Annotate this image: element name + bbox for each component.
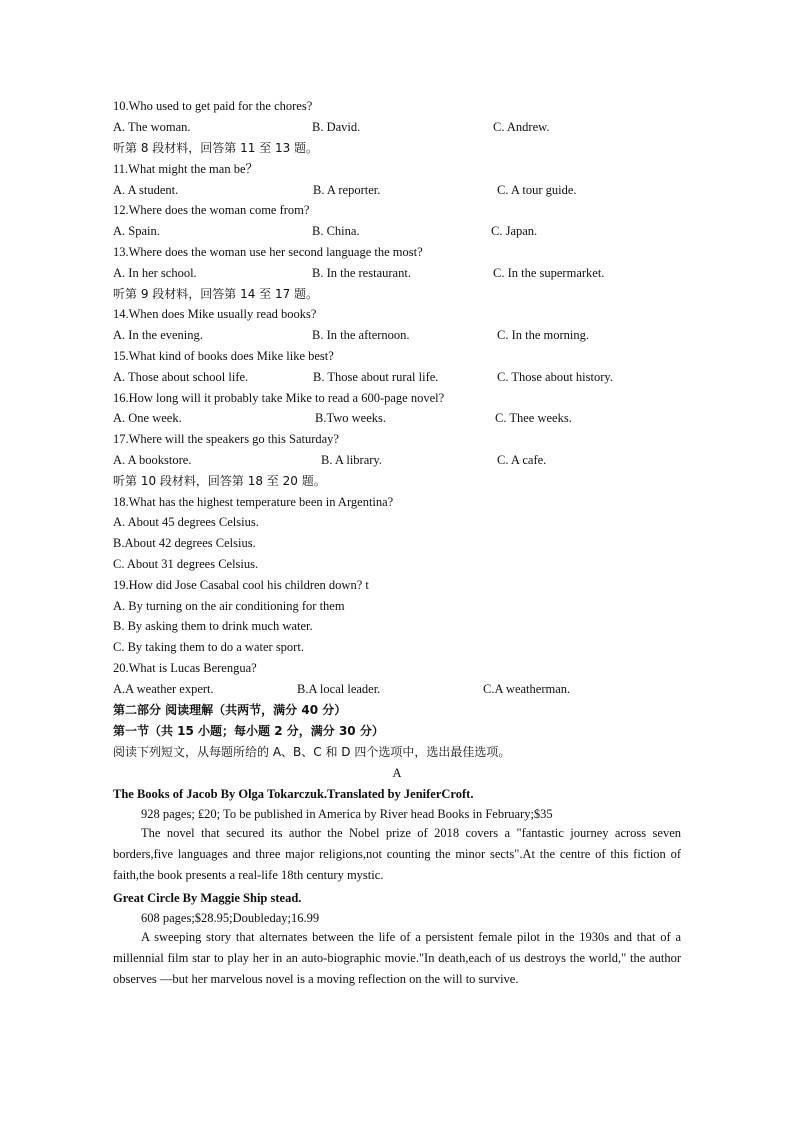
q10-option-a: A. The woman. — [113, 120, 191, 134]
q17-option-a: A. A bookstore. — [113, 453, 192, 467]
q11-option-b: B. A reporter. — [313, 183, 381, 197]
q18-option-b: B.About 42 degrees Celsius. — [113, 536, 256, 550]
question-13: 13.Where does the woman use her second language the most? — [113, 245, 423, 259]
book1-info: 928 pages; ₤20; To be published in America by River head Books in February;$35 — [141, 807, 553, 821]
q11-option-a: A. A student. — [113, 183, 179, 197]
q15-option-a: A. Those about school life. — [113, 370, 249, 384]
q13-option-a: A. In her school. — [113, 266, 197, 280]
question-19: 19.How did Jose Casabal cool his children down? t — [113, 578, 369, 592]
q16-option-c: C. Thee weeks. — [495, 411, 572, 425]
question-15: 15.What kind of books does Mike like best? — [113, 349, 334, 363]
q19-option-c: C. By taking them to do a water sport. — [113, 640, 304, 654]
reading-instruction: 阅读下列短文，从每题所给的 A、B、C 和 D 四个选项中，选出最佳选项。 — [113, 745, 511, 759]
q14-option-c: C. In the morning. — [497, 328, 590, 342]
q12-option-b: B. China. — [312, 224, 360, 238]
book1-description: The novel that secured its author the Nobel prize of 2018 covers a "fantastic journey across seven borders,five languages and three major religions,not counting the minor sects".At the centre of this fiction of faith,the book presents a real-life 18th century mystic. — [113, 826, 681, 882]
q13-option-b: B. In the restaurant. — [312, 266, 411, 280]
q10-option-b: B. David. — [312, 120, 361, 134]
part-two-title: 第二部分 阅读理解（共两节，满分 40 分） — [113, 703, 347, 717]
question-17: 17.Where will the speakers go this Saturday? — [113, 432, 339, 446]
question-14: 14.When does Mike usually read books? — [113, 307, 317, 321]
q15-option-c: C. Those about history. — [497, 370, 613, 384]
q20-option-c: C.A weatherman. — [483, 682, 571, 696]
book1-title: The Books of Jacob By Olga Tokarczuk.Translated by JeniferCroft. — [113, 787, 474, 801]
q20-option-a: A.A weather expert. — [113, 682, 214, 696]
question-18: 18.What has the highest temperature been in Argentina? — [113, 495, 394, 509]
q12-option-a: A. Spain. — [113, 224, 160, 238]
section-9-instruction: 听第 9 段材料，回答第 14 至 17 题。 — [113, 287, 319, 301]
section-8-instruction: 听第 8 段材料，回答第 11 至 13 题。 — [113, 141, 319, 155]
q16-option-b: B.Two weeks. — [315, 411, 386, 425]
q19-option-a: A. By turning on the air conditioning for them — [113, 599, 345, 613]
q10-option-c: C. Andrew. — [493, 120, 550, 134]
book2-info: 608 pages;$28.95;Doubleday;16.99 — [141, 911, 320, 925]
book2-description: A sweeping story that alternates between the life of a persistent female pilot in the 1930s and that of a millennial film star to play her in an auto-biographic movie."In death,each of us destroys the world," the author observes —but her marvelous novel is a moving reflection on the will to survive. — [113, 930, 681, 986]
q12-option-c: C. Japan. — [491, 224, 538, 238]
question-20: 20.What is Lucas Berengua? — [113, 661, 257, 675]
question-11: 11.What might the man be？ — [113, 162, 258, 176]
q19-option-b: B. By asking them to drink much water. — [113, 619, 313, 633]
q14-option-a: A. In the evening. — [113, 328, 203, 342]
passage-letter: A — [392, 766, 402, 780]
question-12: 12.Where does the woman come from? — [113, 203, 310, 217]
section-one-title: 第一节（共 15 小题；每小题 2 分，满分 30 分） — [113, 724, 384, 738]
q20-option-b: B.A local leader. — [297, 682, 381, 696]
q16-option-a: A. One week. — [113, 411, 182, 425]
q17-option-c: C. A cafe. — [497, 453, 547, 467]
question-16: 16.How long will it probably take Mike to read a 600-page novel? — [113, 391, 445, 405]
q15-option-b: B. Those about rural life. — [313, 370, 439, 384]
q18-option-a: A. About 45 degrees Celsius. — [113, 515, 259, 529]
q14-option-b: B. In the afternoon. — [312, 328, 410, 342]
q17-option-b: B. A library. — [321, 453, 382, 467]
q18-option-c: C. About 31 degrees Celsius. — [113, 557, 259, 571]
question-10: 10.Who used to get paid for the chores? — [113, 99, 313, 113]
book2-title: Great Circle By Maggie Ship stead. — [113, 891, 302, 905]
q13-option-c: C. In the supermarket. — [493, 266, 605, 280]
section-10-instruction: 听第 10 段材料，回答第 18 至 20 题。 — [113, 474, 326, 488]
q11-option-c: C. A tour guide. — [497, 183, 577, 197]
